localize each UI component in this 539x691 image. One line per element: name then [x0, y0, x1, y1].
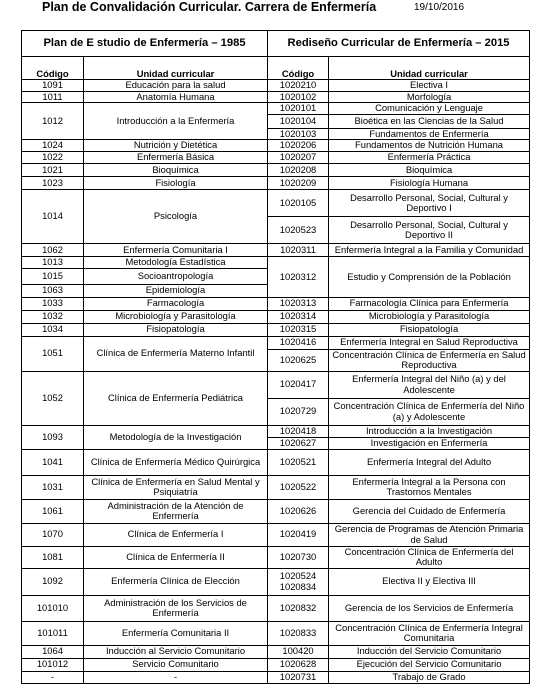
right-code-header: Código: [268, 57, 329, 80]
table-row: [22, 177, 530, 190]
new-code-cell: 1020416: [268, 336, 329, 349]
new-code-cell: 1020104: [268, 114, 329, 128]
old-unit-cell: Introducción a la Enfermería: [84, 103, 268, 140]
old-code-cell: 1034: [22, 323, 84, 336]
new-code-cell: 1020521: [268, 449, 329, 475]
table-row: [22, 310, 530, 323]
old-unit-cell: Enfermería Comunitaria I: [84, 244, 268, 257]
table-row: [22, 140, 530, 152]
table-row: [22, 336, 530, 349]
new-unit-cell: Gerencia de los Servicios de Enfermería: [329, 595, 530, 621]
table-row: [22, 103, 530, 115]
old-unit-cell: Clínica de Enfermería I: [84, 523, 268, 546]
new-code-cell: 1020206: [268, 140, 329, 152]
old-code-cell: 1051: [22, 336, 84, 371]
old-unit-cell: Bioquímica: [84, 164, 268, 177]
new-unit-cell: Farmacología Clínica para Enfermería: [329, 297, 530, 310]
old-code-cell: 1092: [22, 568, 84, 595]
old-unit-cell: Inducción al Servicio Comunitario: [84, 645, 268, 658]
old-code-cell: 1015: [22, 268, 84, 284]
old-unit-cell: Nutrición y Dietética: [84, 140, 268, 152]
convalidation-table: [21, 30, 530, 684]
new-unit-cell: Fisiopatología: [329, 323, 530, 336]
old-unit-cell: Clínica de Enfermería Pediátrica: [84, 371, 268, 425]
new-code-cell: 1020209: [268, 177, 329, 190]
new-unit-cell: Concentración Clínica de Enfermería del Niño (a) y Adolescente: [329, 398, 530, 425]
old-code-cell: 1052: [22, 371, 84, 425]
page-header: [0, 0, 539, 24]
table-row: [22, 671, 530, 683]
old-unit-cell: Epidemiología: [84, 284, 268, 297]
old-code-cell: 1064: [22, 645, 84, 658]
table-row: [22, 257, 530, 269]
table-row: [22, 568, 530, 595]
table-row: [22, 425, 530, 437]
right-unit-header: Unidad curricular: [329, 57, 530, 80]
table-row: [22, 371, 530, 398]
table-row: [22, 323, 530, 336]
document-title: Plan de Convalidación Curricular. Carrera de Enfermería: [42, 0, 377, 14]
new-unit-cell: Desarrollo Personal, Social, Cultural y Deportivo I: [329, 190, 530, 217]
table-row: [22, 164, 530, 177]
table-row: [22, 499, 530, 523]
table-row: [22, 621, 530, 645]
old-code-cell: 101010: [22, 595, 84, 621]
new-code-cell: 1020731: [268, 671, 329, 683]
new-unit-cell: Gerencia de Programas de Atención Primaria de Salud: [329, 523, 530, 546]
old-code-cell: 1012: [22, 103, 84, 140]
new-unit-cell: Fisiología Humana: [329, 177, 530, 190]
table-body: [22, 31, 530, 684]
old-unit-cell: Psicología: [84, 190, 268, 244]
old-code-cell: 1013: [22, 257, 84, 269]
table-row: [22, 91, 530, 103]
new-unit-cell: Concentración Clínica de Enfermería en Salud Reproductiva: [329, 349, 530, 371]
old-code-cell: 1014: [22, 190, 84, 244]
old-code-cell: 1093: [22, 425, 84, 449]
old-code-cell: 1023: [22, 177, 84, 190]
table-row: [22, 297, 530, 310]
new-code-cell: 1020314: [268, 310, 329, 323]
table-row: [22, 80, 530, 92]
new-unit-cell: Ejecución del Servicio Comunitario: [329, 658, 530, 671]
new-code-cell: 1020311: [268, 244, 329, 257]
old-unit-cell: Clínica de Enfermería II: [84, 546, 268, 568]
table-row: [22, 645, 530, 658]
new-unit-cell: Electiva I: [329, 80, 530, 92]
new-code-cell: 1020417: [268, 371, 329, 398]
table-row: [22, 244, 530, 257]
new-code-cell: 1020315: [268, 323, 329, 336]
old-unit-cell: Enfermería Básica: [84, 152, 268, 164]
old-unit-cell: Enfermería Clínica de Elección: [84, 568, 268, 595]
old-code-cell: 1022: [22, 152, 84, 164]
old-code-cell: 1062: [22, 244, 84, 257]
new-unit-cell: Investigación en Enfermería: [329, 437, 530, 449]
new-code-cell: 1020832: [268, 595, 329, 621]
new-unit-cell: Fundamentos de Enfermería: [329, 128, 530, 140]
new-unit-cell: Enfermería Práctica: [329, 152, 530, 164]
column-header-row: [22, 57, 530, 80]
old-code-cell: 1081: [22, 546, 84, 568]
new-code-cell: 1020101: [268, 103, 329, 115]
new-unit-cell: Electiva II y Electiva III: [329, 568, 530, 595]
old-unit-cell: Anatomía Humana: [84, 91, 268, 103]
new-unit-cell: Microbiología y Parasitología: [329, 310, 530, 323]
new-code-cell: 1020103: [268, 128, 329, 140]
old-unit-cell: -: [84, 671, 268, 683]
new-unit-cell: Inducción del Servicio Comunitario: [329, 645, 530, 658]
new-unit-cell: Comunicación y Lenguaje: [329, 103, 530, 115]
old-unit-cell: Clínica de Enfermería Materno Infantil: [84, 336, 268, 371]
left-unit-header: Unidad curricular: [84, 57, 268, 80]
new-code-cell: 1020102: [268, 91, 329, 103]
table-row: [22, 152, 530, 164]
new-unit-cell: Enfermería Integral del Adulto: [329, 449, 530, 475]
table-row: [22, 595, 530, 621]
new-unit-cell: Trabajo de Grado: [329, 671, 530, 683]
old-unit-cell: Clínica de Enfermería en Salud Mental y Psiquiatría: [84, 475, 268, 499]
table-row: [22, 449, 530, 475]
old-unit-cell: Farmacología: [84, 297, 268, 310]
new-code-cell: 1020208: [268, 164, 329, 177]
table-row: [22, 190, 530, 217]
new-code-cell: 1020729: [268, 398, 329, 425]
new-unit-cell: Introducción a la Investigación: [329, 425, 530, 437]
table-row: [22, 475, 530, 499]
old-code-cell: 1091: [22, 80, 84, 92]
new-code-cell: 100420: [268, 645, 329, 658]
new-code-cell: 1020419: [268, 523, 329, 546]
new-code-cell: 1020210: [268, 80, 329, 92]
old-unit-cell: Microbiología y Parasitología: [84, 310, 268, 323]
old-code-cell: 1063: [22, 284, 84, 297]
right-group-title: Rediseño Curricular de Enfermería – 2015: [268, 31, 530, 57]
new-unit-cell: Enfermería Integral a la Persona con Trastornos Mentales: [329, 475, 530, 499]
new-code-cell: 1020625: [268, 349, 329, 371]
old-unit-cell: Metodología de la Investigación: [84, 425, 268, 449]
old-code-cell: 1061: [22, 499, 84, 523]
old-code-cell: 1041: [22, 449, 84, 475]
new-code-cell: 1020626: [268, 499, 329, 523]
new-unit-cell: Morfología: [329, 91, 530, 103]
old-unit-cell: Administración de la Atención de Enfermería: [84, 499, 268, 523]
old-code-cell: 1033: [22, 297, 84, 310]
new-code-cell: 1020627: [268, 437, 329, 449]
old-code-cell: 101012: [22, 658, 84, 671]
old-unit-cell: Socioantropología: [84, 268, 268, 284]
new-code-cell: 1020105: [268, 190, 329, 217]
new-code-cell: 1020418: [268, 425, 329, 437]
new-code-cell: 1020312: [268, 257, 329, 298]
new-code-cell: 1020522: [268, 475, 329, 499]
old-unit-cell: Fisiopatología: [84, 323, 268, 336]
new-unit-cell: Gerencia del Cuidado de Enfermería: [329, 499, 530, 523]
old-code-cell: 1032: [22, 310, 84, 323]
old-unit-cell: Clínica de Enfermería Médico Quirúrgica: [84, 449, 268, 475]
old-code-cell: 1070: [22, 523, 84, 546]
table-row: [22, 546, 530, 568]
table-row: [22, 658, 530, 671]
document-date: 19/10/2016: [414, 2, 465, 13]
new-code-cell: 1020313: [268, 297, 329, 310]
new-unit-cell: Desarrollo Personal, Social, Cultural y Deportivo II: [329, 217, 530, 244]
new-unit-cell: Fundamentos de Nutrición Humana: [329, 140, 530, 152]
new-code-cell: 1020730: [268, 546, 329, 568]
left-group-title: Plan de E studio de Enfermería – 1985: [22, 31, 268, 57]
old-unit-cell: Metodología Estadística: [84, 257, 268, 269]
old-code-cell: 1011: [22, 91, 84, 103]
table-row: [22, 523, 530, 546]
old-code-cell: -: [22, 671, 84, 683]
new-unit-cell: Bioética en las Ciencias de la Salud: [329, 114, 530, 128]
old-code-cell: 1024: [22, 140, 84, 152]
old-unit-cell: Educación para la salud: [84, 80, 268, 92]
new-unit-cell: Enfermería Integral del Niño (a) y del Adolescente: [329, 371, 530, 398]
new-unit-cell: Concentración Clínica de Enfermería del Adulto: [329, 546, 530, 568]
old-unit-cell: Enfermería Comunitaria II: [84, 621, 268, 645]
new-code-cell: 1020207: [268, 152, 329, 164]
new-code-cell: 1020628: [268, 658, 329, 671]
new-unit-cell: Estudio y Comprensión de la Población: [329, 257, 530, 298]
new-unit-cell: Concentración Clínica de Enfermería Integral Comunitaria: [329, 621, 530, 645]
new-unit-cell: Bioquímica: [329, 164, 530, 177]
old-code-cell: 1031: [22, 475, 84, 499]
old-code-cell: 1021: [22, 164, 84, 177]
left-code-header: Código: [22, 57, 84, 80]
new-code-cell: 1020833: [268, 621, 329, 645]
new-code-cell: 1020523: [268, 217, 329, 244]
new-unit-cell: Enfermería Integral a la Familia y Comunidad: [329, 244, 530, 257]
old-unit-cell: Servicio Comunitario: [84, 658, 268, 671]
new-unit-cell: Enfermería Integral en Salud Reproductiva: [329, 336, 530, 349]
group-header-row: [22, 31, 530, 57]
old-code-cell: 101011: [22, 621, 84, 645]
new-code-cell: 1020524 1020834: [268, 568, 329, 595]
old-unit-cell: Fisiología: [84, 177, 268, 190]
old-unit-cell: Administración de los Servicios de Enfermería: [84, 595, 268, 621]
